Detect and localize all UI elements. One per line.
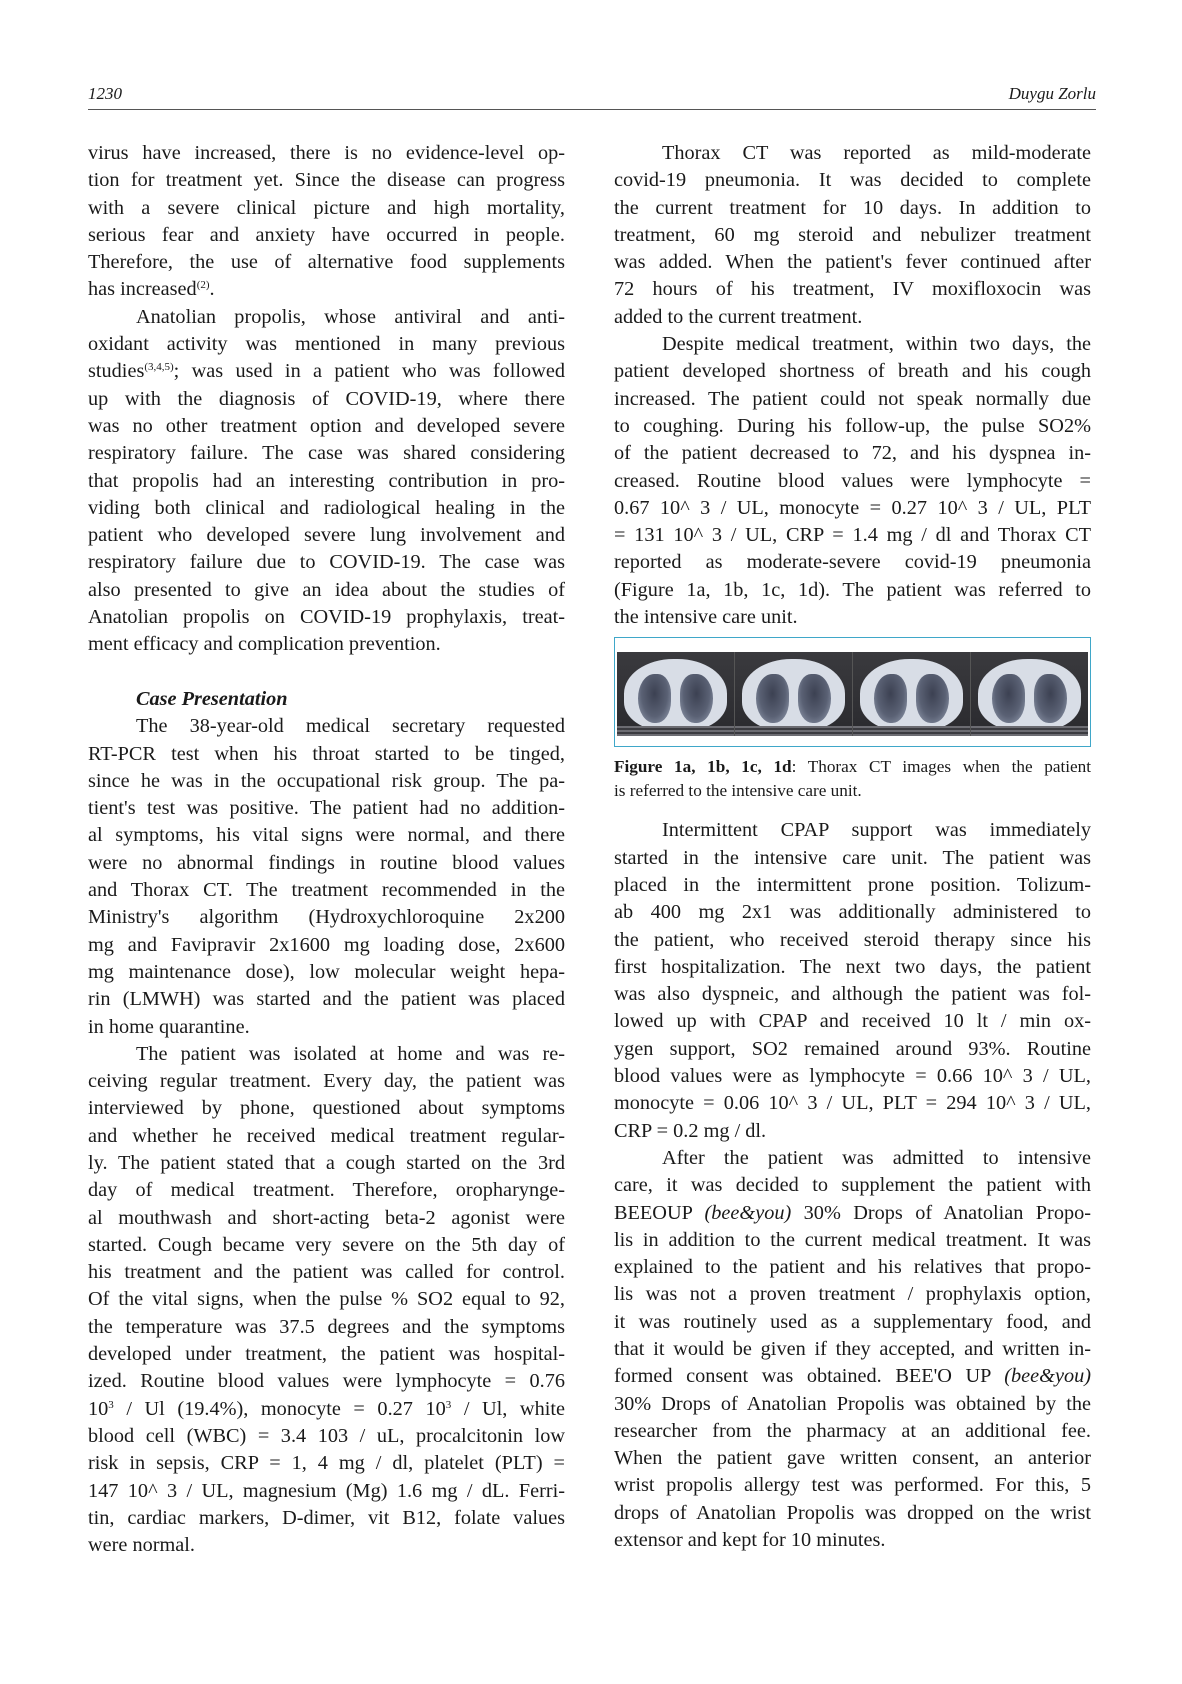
text-line: was added. When the patient's fever continued after <box>614 251 1091 274</box>
ct-panel-1b <box>735 652 853 736</box>
text-fragment: . <box>209 278 215 301</box>
ct-scanner-table <box>617 726 734 736</box>
text-line: oxidant activity was mentioned in many previous <box>88 333 565 356</box>
text-line: first hospitalization. The next two days, the patient <box>614 955 1091 978</box>
text-line: respiratory failure. The case was shared considering <box>88 442 565 465</box>
text-line: increased. The patient could not speak normally due <box>614 387 1091 410</box>
left-column <box>88 140 565 1559</box>
text-fragment: BEEOUP <box>614 1201 705 1224</box>
text-line: = 131 10^ 3 / UL, CRP = 1.4 mg / dl and Thorax CT <box>614 524 1091 547</box>
text-line: risk in sepsis, CRP = 1, 4 mg / dl, platelet (PLT) = <box>88 1452 565 1475</box>
text-line: ly. The patient stated that a cough started on the 3rd <box>88 1151 565 1174</box>
brand-italic: (bee&you) <box>704 1201 792 1224</box>
header-rule <box>88 109 1096 110</box>
text-line: that propolis had an interesting contribution in pro- <box>88 469 565 492</box>
text-line: up with the diagnosis of COVID-19, where there <box>88 387 565 410</box>
text-line: and whether he received medical treatment regular- <box>88 1124 565 1147</box>
case-paragraph-2 <box>88 1041 565 1560</box>
text-line: also presented to give an idea about the studies of <box>88 578 565 601</box>
caption-label: Figure 1a, 1b, 1c, 1d <box>614 757 792 777</box>
caption-line: is referred to the intensive care unit. <box>614 781 862 801</box>
text-line: CRP = 0.2 mg / dl. <box>614 1119 767 1142</box>
citation-ref: (3,4,5) <box>144 361 174 374</box>
text-line: started in the intensive care unit. The patient was <box>614 846 1091 869</box>
text-line: the intensive care unit. <box>614 606 798 629</box>
text-line: lowed up with CPAP and received 10 lt / min ox- <box>614 1010 1091 1033</box>
text-line: ab 400 mg 2x1 was additionally administered to <box>614 901 1091 924</box>
text-line: placed in the intermittent prone position. Tolizum- <box>614 873 1091 896</box>
paragraph-icu <box>614 817 1091 1145</box>
text-line: lis was not a proven treatment / prophylaxis option, <box>614 1283 1091 1306</box>
text-line: The 38-year-old medical secretary requested <box>136 715 565 738</box>
ct-lung-left <box>798 674 831 723</box>
text-fragment: / Ul, white <box>451 1397 565 1420</box>
text-line: Of the vital signs, when the pulse % SO2 equal to 92, <box>88 1288 565 1311</box>
text-fragment: / Ul (19.4%), monocyte = 0.27 10 <box>113 1397 446 1420</box>
right-column <box>614 140 1091 1554</box>
text-fragment: 10 <box>88 1397 109 1420</box>
text-line: the current treatment for 10 days. In addition to <box>614 196 1091 219</box>
paragraph-thorax-ct <box>614 140 1091 331</box>
ct-lung-left <box>1034 674 1067 723</box>
text-line: was also dyspneic, and although the patient was fol- <box>614 983 1091 1006</box>
ct-panel-1c <box>853 652 971 736</box>
ct-lung-right <box>992 674 1025 723</box>
text-line: 72 hours of his treatment, IV moxifloxocin was <box>614 278 1091 301</box>
text-line: in home quarantine. <box>88 1015 250 1038</box>
text-line: The patient was isolated at home and was re- <box>136 1042 565 1065</box>
paragraph-propolis <box>614 1145 1091 1554</box>
ct-lung-right <box>874 674 907 723</box>
text-line: ceiving regular treatment. Every day, the patient was <box>88 1070 565 1093</box>
text-line <box>614 1363 1091 1390</box>
text-line <box>614 1200 1091 1227</box>
text-line: drops of Anatolian Propolis was dropped on the wrist <box>614 1501 1091 1524</box>
text-line: started. Cough became very severe on the 5th day of <box>88 1233 565 1256</box>
text-line: al mouthwash and short-acting beta-2 agonist were <box>88 1206 565 1229</box>
text-line: After the patient was admitted to intensive <box>662 1146 1091 1169</box>
text-line: virus have increased, there is no evidence-level op- <box>88 142 565 164</box>
text-line: When the patient gave written consent, an anterior <box>614 1447 1091 1470</box>
case-paragraph-1 <box>88 713 565 1041</box>
text-line: creased. Routine blood values were lymphocyte = <box>614 469 1091 492</box>
text-line: covid-19 pneumonia. It was decided to complete <box>614 169 1091 192</box>
text-line: (Figure 1a, 1b, 1c, 1d). The patient was referred to <box>614 578 1091 601</box>
ct-scanner-table <box>853 726 970 736</box>
ct-lung-left <box>916 674 949 723</box>
text-line: interviewed by phone, questioned about symptoms <box>88 1097 565 1120</box>
text-line: treatment, 60 mg steroid and nebulizer treatment <box>614 223 1091 246</box>
brand-italic: (bee&you) <box>1004 1365 1091 1388</box>
superscript: 3 <box>445 1398 452 1411</box>
text-line: viding both clinical and radiological healing in the <box>88 496 565 519</box>
text-line: 0.67 10^ 3 / UL, monocyte = 0.27 10^ 3 / UL, PLT <box>614 496 1091 519</box>
text-line: with a severe clinical picture and high mortality, <box>88 196 565 219</box>
text-line: tion for treatment yet. Since the disease can progress <box>88 169 565 192</box>
text-line: care, it was decided to supplement the patient with <box>614 1174 1091 1197</box>
running-header <box>88 84 1096 108</box>
text-line: tient's test was positive. The patient had no addition- <box>88 797 565 820</box>
text-line: researcher from the pharmacy at an additional fee. <box>614 1419 1091 1442</box>
text-line: were normal. <box>88 1534 195 1557</box>
text-line: 147 10^ 3 / UL, magnesium (Mg) 1.6 mg / dL. Ferri- <box>88 1479 565 1502</box>
running-author: Duygu Zorlu <box>1008 84 1096 103</box>
text-line: wrist propolis allergy test was performed. For this, 5 <box>614 1474 1091 1497</box>
text-line: 30% Drops of Anatolian Propolis was obtained by the <box>614 1392 1091 1415</box>
text-line: and Thorax CT. The treatment recommended in the <box>88 879 565 902</box>
text-line: developed under treatment, the patient was hospital- <box>88 1343 565 1366</box>
caption-text: : Thorax CT images when the patient <box>791 757 1092 777</box>
figure-caption <box>614 755 1091 803</box>
text-line: Anatolian propolis, whose antiviral and anti- <box>136 305 565 328</box>
text-line: that it would be given if they accepted, and written in- <box>614 1337 1091 1360</box>
text-line: explained to the patient and his relatives that propo- <box>614 1256 1091 1279</box>
text-line: added to the current treatment. <box>614 305 863 328</box>
figure-thorax-ct <box>614 637 1091 747</box>
citation-ref: (2) <box>196 279 210 292</box>
ct-panel-1a <box>617 652 735 736</box>
text-line: it was routinely used as a supplementary food, and <box>614 1310 1091 1333</box>
text-line: of the patient decreased to 72, and his dyspnea in- <box>614 442 1091 465</box>
text-line: RT-PCR test when his throat started to be tinged, <box>88 742 565 765</box>
text-fragment: has increased <box>88 278 197 301</box>
text-line: tin, cardiac markers, D-dimer, vit B12, folate values <box>88 1506 565 1529</box>
text-line: blood cell (WBC) = 3.4 103 / uL, procalcitonin low <box>88 1424 565 1447</box>
text-line: serious fear and anxiety have occurred in people. <box>88 223 565 246</box>
text-fragment: 30% Drops of Anatolian Propo- <box>791 1201 1091 1224</box>
text-line: respiratory failure due to COVID-19. The case was <box>88 551 565 574</box>
text-line: ment efficacy and complication prevention. <box>88 633 441 656</box>
text-line <box>88 1396 565 1423</box>
section-heading: Case Presentation <box>136 687 288 710</box>
ct-lung-right <box>638 674 671 723</box>
section-gap <box>88 659 565 686</box>
text-line: extensor and kept for 10 minutes. <box>614 1529 886 1552</box>
text-line: were no abnormal findings in routine blood values <box>88 851 565 874</box>
text-line: patient who developed severe lung involvement and <box>88 524 565 547</box>
text-line: patient developed shortness of breath and his cough <box>614 360 1091 383</box>
text-line: monocyte = 0.06 10^ 3 / UL, PLT = 294 10^ 3 / UL, <box>614 1092 1091 1115</box>
text-line: Anatolian propolis on COVID-19 prophylaxis, treat- <box>88 606 565 629</box>
text-line: blood values were as lymphocyte = 0.66 10^ 3 / UL, <box>614 1065 1091 1088</box>
text-line <box>88 358 565 385</box>
paragraph-deterioration <box>614 331 1091 631</box>
text-line: Thorax CT was reported as mild-moderate <box>662 142 1091 164</box>
text-line: the temperature was 37.5 degrees and the symptoms <box>88 1315 565 1338</box>
ct-lung-right <box>756 674 789 723</box>
text-fragment: studies <box>88 360 145 383</box>
ct-lung-left <box>680 674 713 723</box>
intro-paragraph-2 <box>88 304 565 659</box>
ct-image-strip <box>617 652 1088 736</box>
text-line: lis in addition to the current medical treatment. It was <box>614 1228 1091 1251</box>
page-number: 1230 <box>88 84 122 103</box>
text-line: rin (LMWH) was started and the patient was placed <box>88 988 565 1011</box>
text-line: Therefore, the use of alternative food supplements <box>88 251 565 274</box>
text-line: to coughing. During his follow-up, the pulse SO2% <box>614 414 1091 437</box>
ct-panel-1d <box>971 652 1088 736</box>
text-line: Ministry's algorithm (Hydroxychloroquine 2x200 <box>88 906 565 929</box>
text-fragment: ; was used in a patient who was followed <box>173 360 565 383</box>
text-line: his treatment and the patient was called for control. <box>88 1261 565 1284</box>
text-line: the patient, who received steroid therapy since his <box>614 928 1091 951</box>
text-line: since he was in the occupational risk group. The pa- <box>88 769 565 792</box>
text-line: mg maintenance dose), low molecular weight hepa- <box>88 960 565 983</box>
text-line: mg and Favipravir 2x1600 mg loading dose, 2x600 <box>88 933 565 956</box>
text-line: ygen support, SO2 remained around 93%. Routine <box>614 1037 1091 1060</box>
text-line <box>88 276 565 303</box>
ct-scanner-table <box>735 726 852 736</box>
text-line: was no other treatment option and developed severe <box>88 414 565 437</box>
text-line: al symptoms, his vital signs were normal, and there <box>88 824 565 847</box>
caption-line <box>614 755 1091 779</box>
intro-paragraph-1 <box>88 140 565 304</box>
superscript: 3 <box>108 1398 114 1411</box>
text-line: reported as moderate-severe covid-19 pneumonia <box>614 551 1091 574</box>
text-fragment: formed consent was obtained. BEE'O UP <box>614 1365 1005 1388</box>
text-line: day of medical treatment. Therefore, oropharynge- <box>88 1179 565 1202</box>
text-line: Despite medical treatment, within two days, the <box>662 333 1091 356</box>
ct-scanner-table <box>971 726 1088 736</box>
text-line: ized. Routine blood values were lymphocyte = 0.76 <box>88 1370 565 1393</box>
text-line: Intermittent CPAP support was immediately <box>662 819 1091 842</box>
